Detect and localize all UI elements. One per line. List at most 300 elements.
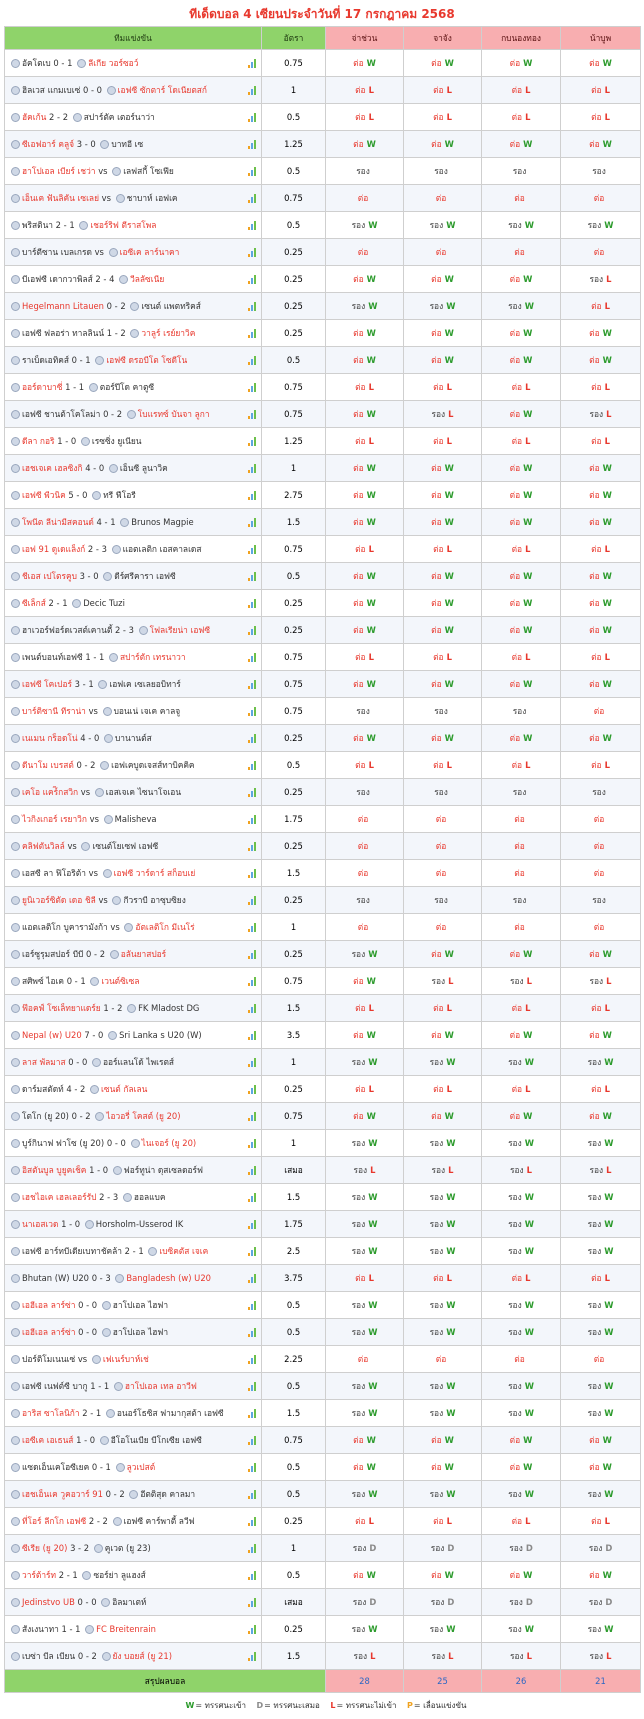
stats-bar-icon[interactable] (248, 1517, 257, 1526)
stats-bar-icon[interactable] (248, 86, 257, 95)
match-cell[interactable] (5, 158, 262, 185)
home-team[interactable]: ฮัคเก้น (22, 112, 47, 122)
stats-bar-icon[interactable] (248, 275, 257, 284)
away-team[interactable]: ไอวอรี่ โคสต์ (ยู 20) (106, 1111, 181, 1121)
match-cell[interactable] (5, 1292, 262, 1319)
stats-bar-icon[interactable] (248, 815, 257, 824)
tip-cell (561, 698, 641, 725)
home-team[interactable]: ดีนาโม เบรสต์ (22, 760, 74, 770)
stats-bar-icon[interactable] (248, 1382, 257, 1391)
tip-cell (404, 1319, 482, 1346)
away-team[interactable]: เอ็นซี ลูนาวิค (119, 463, 168, 473)
stats-bar-icon[interactable] (248, 977, 257, 986)
home-team-logo-icon (11, 86, 20, 95)
home-team[interactable]: ที่โอร์ ลีกโก เอฟซี (22, 1516, 87, 1526)
header-teams: ทีมแข่งขัน (5, 27, 262, 50)
away-team[interactable]: ไนเจอร์ (ยู 20) (141, 1138, 197, 1148)
away-team[interactable]: ลีเกีย วอร์ซอว์ (88, 58, 139, 68)
match-cell[interactable] (5, 50, 262, 77)
tip-side: ต่อ (431, 1462, 442, 1472)
match-cell[interactable] (5, 509, 262, 536)
tip-side: ต่อ (593, 922, 605, 932)
stats-bar-icon[interactable] (248, 1652, 257, 1661)
match-cell[interactable] (5, 1562, 262, 1589)
stats-bar-icon[interactable] (248, 1031, 257, 1040)
stats-bar-icon[interactable] (248, 1139, 257, 1148)
home-team[interactable]: เอฟซี อาร์ทบีเดียเบทาชัคล้า (22, 1246, 122, 1256)
stats-bar-icon[interactable] (248, 1274, 257, 1283)
home-team[interactable]: บูร์กินาฟ ฟาโซ (ยู 20) (22, 1138, 105, 1148)
stats-bar-icon[interactable] (248, 572, 257, 581)
away-team[interactable]: Malisheva (114, 814, 157, 824)
home-team[interactable]: เฮชไอเค เฮลเลอร์รัป (22, 1192, 97, 1202)
stats-bar-icon[interactable] (248, 140, 257, 149)
home-team-logo-icon (11, 410, 20, 419)
stats-bar-icon[interactable] (248, 113, 257, 122)
home-team[interactable]: เอฟซี โคเปอร์ (22, 679, 72, 689)
away-team[interactable]: Sri Lanka s U20 (W) (119, 1030, 202, 1040)
stats-bar-icon[interactable] (248, 194, 257, 203)
home-team[interactable]: Jedinstvo UB (22, 1597, 75, 1607)
stats-bar-icon[interactable] (248, 302, 257, 311)
away-team[interactable]: อิลมาเตห์ (112, 1597, 147, 1607)
home-team[interactable]: แซดเอ็นเคโอซีเยค (22, 1462, 90, 1472)
stats-bar-icon[interactable] (248, 1247, 257, 1256)
away-team[interactable]: เอฟซี ซักตาร์ โดเนียตสก์ (117, 85, 207, 95)
tip-cell (404, 1454, 482, 1481)
match-cell[interactable] (5, 1346, 262, 1373)
tip-side: ต่อ (511, 1273, 523, 1283)
home-team[interactable]: เอฟซี พีวนิค (22, 490, 66, 500)
match-cell[interactable] (5, 995, 262, 1022)
away-team-logo-icon (109, 653, 118, 662)
stats-bar-icon[interactable] (248, 1193, 257, 1202)
away-team[interactable]: คูเวต (ยู 23) (104, 1543, 151, 1553)
away-team[interactable]: เซนต์ แพตทริคส์ (141, 301, 201, 311)
home-team-logo-icon (11, 329, 20, 338)
match-cell[interactable] (5, 914, 262, 941)
home-team[interactable]: คลิฟตันวิลล์ (22, 841, 65, 851)
tip-result: W (446, 220, 456, 230)
stats-bar-icon[interactable] (248, 923, 257, 932)
tip-side: รอง (587, 1246, 602, 1256)
match-cell[interactable] (5, 1373, 262, 1400)
rate-cell: 0.25 (262, 833, 326, 860)
home-team[interactable]: เอฟซี ฟลอร่า ทาลลินน์ (22, 328, 105, 338)
match-cell[interactable] (5, 374, 262, 401)
away-team[interactable]: ฮาโปเอล เทล อาวีฟ (124, 1381, 197, 1391)
home-team[interactable]: ดีลา กอริ (22, 436, 55, 446)
stats-bar-icon[interactable] (248, 167, 257, 176)
home-team[interactable]: เอฟซี ชานต้าโคโลม่า (22, 409, 101, 419)
tip-cell (482, 77, 561, 104)
stats-bar-icon[interactable] (248, 707, 257, 716)
match-cell[interactable] (5, 1508, 262, 1535)
home-team[interactable]: บาร์ติซานี ทีราน่า (22, 706, 86, 716)
rate-cell: 1 (262, 77, 326, 104)
home-team[interactable]: เอฟซี เนฟต์ซี บากู (22, 1381, 88, 1391)
away-team[interactable]: อีโอโนเบีย บีโกเซีย เอฟซี (110, 1435, 202, 1445)
home-team-logo-icon (11, 626, 20, 635)
home-team[interactable]: สังเงนาทา (22, 1624, 59, 1634)
match-cell[interactable] (5, 1022, 262, 1049)
match-cell[interactable] (5, 1427, 262, 1454)
away-team[interactable]: วีลลัซเนีย (130, 274, 165, 284)
rate-cell: 0.5 (262, 752, 326, 779)
match-cell[interactable] (5, 1643, 262, 1670)
match-cell[interactable] (5, 1049, 262, 1076)
match-cell[interactable] (5, 725, 262, 752)
tip-side: ต่อ (433, 436, 444, 446)
stats-bar-icon[interactable] (248, 518, 257, 527)
away-team[interactable]: เซนต์ กัลเลน (101, 1084, 148, 1094)
tip-side: รอง (351, 1408, 366, 1418)
stats-bar-icon[interactable] (248, 599, 257, 608)
away-team[interactable]: อลันยาสปอร์ (120, 949, 167, 959)
home-team[interactable]: เอฮีเอล ลาร์ซ่า (22, 1327, 76, 1337)
match-cell[interactable] (5, 887, 262, 914)
home-team[interactable]: ฮาเวอร์ฟอร์ดเวสต์เคานตี้ (22, 625, 113, 635)
stats-bar-icon[interactable] (248, 653, 257, 662)
rate-cell: 1 (262, 1049, 326, 1076)
match-cell[interactable] (5, 779, 262, 806)
away-team[interactable]: FC Breitenrain (96, 1624, 156, 1634)
away-team[interactable]: เอฟเค เซเลยอบิทาร์ (109, 679, 181, 689)
match-cell[interactable] (5, 1157, 262, 1184)
stats-bar-icon[interactable] (248, 545, 257, 554)
away-team[interactable]: วาลูร์ เรย์ยาวิค (141, 328, 196, 338)
home-team-logo-icon (11, 1544, 20, 1553)
away-team-logo-icon (73, 113, 82, 122)
home-team[interactable]: อัคโตเบ (22, 58, 51, 68)
home-team[interactable]: เอสซี ลา ฟิโอริต้า (22, 868, 86, 878)
home-team[interactable]: ดาร์มสตัดท์ (22, 1084, 64, 1094)
header-tipster-3: กบนองทอง (482, 27, 561, 50)
away-team[interactable]: บานานต์ส (114, 733, 152, 743)
match-cell[interactable] (5, 1319, 262, 1346)
stats-bar-icon[interactable] (248, 491, 257, 500)
tip-side: ต่อ (431, 490, 442, 500)
away-team[interactable]: ยัง บอยส์ (ยู 21) (112, 1651, 172, 1661)
tip-cell (326, 1022, 404, 1049)
tip-cell (482, 1616, 561, 1643)
match-cell[interactable] (5, 968, 262, 995)
match-cell[interactable] (5, 590, 262, 617)
home-team[interactable]: Nepal (w) U20 (22, 1030, 82, 1040)
stats-bar-icon[interactable] (248, 356, 257, 365)
home-team[interactable]: บีเอฟซี เดากวาพิลส์ (22, 274, 93, 284)
match-cell[interactable] (5, 1211, 262, 1238)
home-team[interactable]: เอฟ 91 ดูเดแล็งก์ (22, 544, 86, 554)
home-team[interactable]: เอซีเค เอเธนส์ (22, 1435, 74, 1445)
tip-result: W (602, 598, 612, 608)
home-team[interactable]: เพนต์บอนท์เอฟซี (22, 652, 83, 662)
match-cell[interactable] (5, 104, 262, 131)
match-cell[interactable] (5, 1535, 262, 1562)
away-team[interactable]: ฟอร์ทูน่า ดุสเซลดอร์ฟ (123, 1165, 203, 1175)
home-team[interactable]: ออร์ดาบาซี่ (22, 382, 63, 392)
match-cell[interactable] (5, 1454, 262, 1481)
match-cell[interactable] (5, 752, 262, 779)
match-cell[interactable] (5, 185, 262, 212)
away-team[interactable]: อีตติสุด คาลมา (140, 1489, 196, 1499)
away-team[interactable]: เอฟเคบูดเจสส์ทาบิคคิค (111, 760, 195, 770)
home-team[interactable]: ชีเอส เปโตรคูบ (22, 571, 77, 581)
stats-bar-icon[interactable] (248, 1463, 257, 1472)
tip-side: ต่อ (435, 814, 447, 824)
stats-bar-icon[interactable] (248, 1625, 257, 1634)
away-team[interactable]: เอฟซี คาร์พาตี้ ลวีฟ (123, 1516, 195, 1526)
home-team[interactable]: พริสตินา (22, 220, 53, 230)
tip-cell (482, 1265, 561, 1292)
away-team[interactable]: ลูวเปสต์ (126, 1462, 156, 1472)
match-cell[interactable] (5, 428, 262, 455)
home-team[interactable]: แอตเลติโก บูคารามังก้า (22, 922, 108, 932)
table-row (5, 536, 641, 563)
tip-side: ต่อ (509, 463, 521, 473)
match-cell[interactable] (5, 806, 262, 833)
tip-side: รอง (431, 1651, 446, 1661)
stats-bar-icon[interactable] (248, 1409, 257, 1418)
stats-bar-icon[interactable] (248, 464, 257, 473)
stats-bar-icon[interactable] (248, 437, 257, 446)
stats-bar-icon[interactable] (248, 1436, 257, 1445)
stats-bar-icon[interactable] (248, 1004, 257, 1013)
tip-side: ต่อ (589, 679, 600, 689)
home-team[interactable]: เอ็นเค ฟันลิคัน เซเลย่ (22, 193, 99, 203)
tip-side: รอง (356, 787, 370, 797)
match-cell[interactable] (5, 671, 262, 698)
away-team[interactable]: FK Mladost DG (138, 1003, 200, 1013)
match-cell[interactable] (5, 1076, 262, 1103)
match-cell[interactable] (5, 320, 262, 347)
away-team-logo-icon (119, 275, 128, 284)
match-cell[interactable] (5, 1265, 262, 1292)
tip-side: รอง (352, 1543, 367, 1553)
tip-side: ต่อ (431, 571, 442, 581)
stats-bar-icon[interactable] (248, 1571, 257, 1580)
stats-bar-icon[interactable] (248, 626, 257, 635)
away-team[interactable]: ออร์แลนโด้ ไพเรตส์ (102, 1057, 175, 1067)
away-team-logo-icon (103, 707, 112, 716)
tip-result: D (525, 1597, 533, 1607)
match-cell[interactable] (5, 293, 262, 320)
stats-bar-icon[interactable] (248, 248, 257, 257)
tip-cell (482, 212, 561, 239)
match-cell[interactable] (5, 239, 262, 266)
stats-bar-icon[interactable] (248, 1112, 257, 1121)
stats-bar-icon[interactable] (248, 410, 257, 419)
match-cell[interactable] (5, 1130, 262, 1157)
match-cell[interactable] (5, 644, 262, 671)
stats-bar-icon[interactable] (248, 1490, 257, 1499)
home-team[interactable]: เคโอ แคร์ิกสวิก (22, 787, 79, 797)
away-team[interactable]: เอฟซี วาร์ดาร์ สก็อบเย่ (113, 868, 196, 878)
away-team[interactable]: โฟลเรียน่า เอฟซี (149, 625, 211, 635)
home-team[interactable]: นาเอสเวด (22, 1219, 59, 1229)
match-cell[interactable] (5, 536, 262, 563)
home-team[interactable]: เอฮีเอล ลาร์ซ่า (22, 1300, 76, 1310)
away-team[interactable]: แอตเลติก เอสคาลเดส (122, 544, 202, 554)
away-team[interactable]: ชาบาห์ เอฟเค (126, 193, 178, 203)
away-team[interactable]: อัตเลติโก มีเนโร่ (135, 922, 195, 932)
away-team[interactable]: บอนเน่ เจเค คาลจู (113, 706, 181, 716)
away-team[interactable]: สปาร์ตัค เตอร์นาว่า (83, 112, 155, 122)
home-team[interactable]: สศิพซ์ ไอเค (22, 976, 65, 986)
away-team[interactable]: สปาร์ตัก เทรนาวา (120, 652, 186, 662)
away-team[interactable]: ทรี ฟีโอรี (103, 490, 136, 500)
stats-bar-icon[interactable] (248, 1301, 257, 1310)
away-team[interactable]: Bangladesh (w) U20 (126, 1273, 211, 1283)
match-cell[interactable] (5, 833, 262, 860)
stats-bar-icon[interactable] (248, 869, 257, 878)
match-cell[interactable] (5, 212, 262, 239)
home-team[interactable]: โพนีต ลีน่ามีสคอนด์ (22, 517, 94, 527)
away-team[interactable]: เอสเจเค ไซนาโจเอน (105, 787, 182, 797)
match-cell[interactable] (5, 347, 262, 374)
home-team[interactable]: ซีเล็กส์ (22, 598, 46, 608)
tip-side: ต่อ (511, 652, 523, 662)
home-team-logo-icon (11, 518, 20, 527)
stats-bar-icon[interactable] (248, 1220, 257, 1229)
stats-bar-icon[interactable] (248, 1166, 257, 1175)
match-cell[interactable] (5, 563, 262, 590)
away-team[interactable]: ฮาโปเอล ไฮฟา (112, 1300, 169, 1310)
home-team[interactable]: ฟ๊อคฟ์ โซเล็ทยาแดร์ย (22, 1003, 101, 1013)
away-team[interactable]: ฮาโปเอล ไฮฟา (112, 1327, 169, 1337)
tip-side: ต่อ (431, 598, 442, 608)
match-cell[interactable] (5, 860, 262, 887)
tip-side: รอง (508, 1192, 522, 1202)
home-team[interactable]: อิสตันบูล บูยูคเช็ค (22, 1165, 87, 1175)
home-team[interactable]: ลาส พัลมาส (22, 1057, 66, 1067)
stats-bar-icon[interactable] (248, 221, 257, 230)
home-team[interactable]: ปอร์ติโมเนนเซ่ (22, 1354, 76, 1364)
stats-bar-icon[interactable] (248, 1085, 257, 1094)
match-cell[interactable] (5, 1400, 262, 1427)
match-cell[interactable] (5, 941, 262, 968)
stats-bar-icon[interactable] (248, 1355, 257, 1364)
match-cell[interactable] (5, 266, 262, 293)
stats-bar-icon[interactable] (248, 1544, 257, 1553)
home-team[interactable]: เฮชเจเค เฮลซิงกิ (22, 463, 83, 473)
stats-bar-icon[interactable] (248, 1598, 257, 1607)
away-team[interactable]: ซอร์ย่า ลูแฮงส์ (93, 1570, 146, 1580)
home-team[interactable]: ซีเรีย (ยู 20) (22, 1543, 68, 1553)
home-team[interactable]: เบซ่า บีล เบียน (22, 1651, 76, 1661)
stats-bar-icon[interactable] (248, 896, 257, 905)
home-team[interactable]: เนเมน กร็อดโน่ (22, 733, 78, 743)
tip-result: L (448, 409, 454, 419)
home-team[interactable]: Hegelmann Litauen (22, 301, 104, 311)
tip-side: รอง (429, 1408, 444, 1418)
stats-bar-icon[interactable] (248, 383, 257, 392)
away-team[interactable]: เอซีเค ลาร์นาคา (119, 247, 180, 257)
home-team[interactable]: Bhutan (W) U20 (22, 1273, 90, 1283)
home-team[interactable]: อาริส ซาโลนิก้า (22, 1408, 80, 1418)
away-team[interactable]: เชอร์ริฟ ตีราสโพล (90, 220, 157, 230)
away-team[interactable]: เฟเนร์บาห์เช่ (102, 1354, 149, 1364)
away-team[interactable]: เวนต์ซิเซล (101, 976, 140, 986)
match-score: 0 - 2 (71, 1111, 91, 1121)
away-team[interactable]: เบซิคตัส เจเค (159, 1246, 209, 1256)
home-team[interactable]: ซีเอฟอาร์ คลูจ์ (22, 139, 75, 149)
home-team[interactable]: ราเบ็ดเอทิคส์ (22, 355, 69, 365)
home-team[interactable]: โตโก (ยู 20) (22, 1111, 69, 1121)
stats-bar-icon[interactable] (248, 329, 257, 338)
match-cell[interactable] (5, 698, 262, 725)
stats-bar-icon[interactable] (248, 59, 257, 68)
tip-cell (561, 1427, 641, 1454)
match-cell[interactable] (5, 1103, 262, 1130)
away-team[interactable]: โบแรทซ์ บันจา ลูกา (137, 409, 210, 419)
tip-cell (404, 131, 482, 158)
match-cell[interactable] (5, 77, 262, 104)
tip-cell (404, 1562, 482, 1589)
tip-cell (482, 941, 561, 968)
home-team[interactable]: ฮิลเวส แกมเบเซ่ (22, 85, 81, 95)
tip-side: ต่อ (511, 112, 523, 122)
match-cell[interactable] (5, 131, 262, 158)
away-team[interactable]: ตอร์ปีโด คาตูซี (99, 382, 155, 392)
match-cell[interactable] (5, 401, 262, 428)
home-team[interactable]: ไวกิงเกอร์ เรยาวิก (22, 814, 87, 824)
match-cell[interactable] (5, 1589, 262, 1616)
match-cell[interactable] (5, 1481, 262, 1508)
away-team[interactable]: เซนต์โยเซฟ เอฟซี (92, 841, 159, 851)
home-team[interactable]: บาร์ตีซาน เบลเกรด (22, 247, 92, 257)
home-team[interactable]: ยูนิเวอร์ซิตัด เดอ ชิลี (22, 895, 96, 905)
tip-cell (326, 1562, 404, 1589)
match-cell[interactable] (5, 1184, 262, 1211)
stats-bar-icon[interactable] (248, 680, 257, 689)
stats-bar-icon[interactable] (248, 734, 257, 743)
away-team[interactable]: บาทอี เซ (111, 139, 144, 149)
match-cell[interactable] (5, 617, 262, 644)
stats-bar-icon[interactable] (248, 788, 257, 797)
match-cell[interactable] (5, 1238, 262, 1265)
home-team-logo-icon (11, 1004, 20, 1013)
tip-cell (404, 1508, 482, 1535)
rate-cell: 0.5 (262, 104, 326, 131)
match-cell[interactable] (5, 1616, 262, 1643)
away-team[interactable]: อนอร์โธซิส ฟามากุสต้า เอฟซี (116, 1408, 224, 1418)
tip-result: L (370, 1651, 376, 1661)
away-team[interactable]: กีวราบี อาซุบซิยง (123, 895, 186, 905)
home-team[interactable]: เฮชเอ็นเค วูคอวาร์ 91 (22, 1489, 103, 1499)
home-team[interactable]: เอร์ซูรุมสปอร์ บีบี (22, 949, 84, 959)
away-team[interactable]: ฮอลแบค (133, 1192, 166, 1202)
tip-result: W (524, 1219, 534, 1229)
home-team[interactable]: ฮาโปเอล เบียร์ เชว่า (22, 166, 96, 176)
stats-bar-icon[interactable] (248, 761, 257, 770)
away-team[interactable]: Decic Tuzi (83, 598, 125, 608)
away-team[interactable]: เรซซิ่ง ยูเนียน (91, 436, 142, 446)
match-cell[interactable] (5, 482, 262, 509)
away-team[interactable]: เอฟซี ดรอบีโต โซดีโน (106, 355, 188, 365)
away-team[interactable]: เลฟสกี้ โซเฟีย (123, 166, 174, 176)
home-team[interactable]: วาร์ต้าร์ท (22, 1570, 57, 1580)
stats-bar-icon[interactable] (248, 842, 257, 851)
match-cell[interactable] (5, 455, 262, 482)
stats-bar-icon[interactable] (248, 950, 257, 959)
away-team[interactable]: Horsholm-Usserod IK (95, 1219, 184, 1229)
stats-bar-icon[interactable] (248, 1328, 257, 1337)
away-team[interactable]: Brunos Magpie (131, 517, 194, 527)
table-row (5, 1616, 641, 1643)
away-team[interactable]: ดีร์ศรีคารา เอฟซี (114, 571, 176, 581)
stats-bar-icon[interactable] (248, 1058, 257, 1067)
